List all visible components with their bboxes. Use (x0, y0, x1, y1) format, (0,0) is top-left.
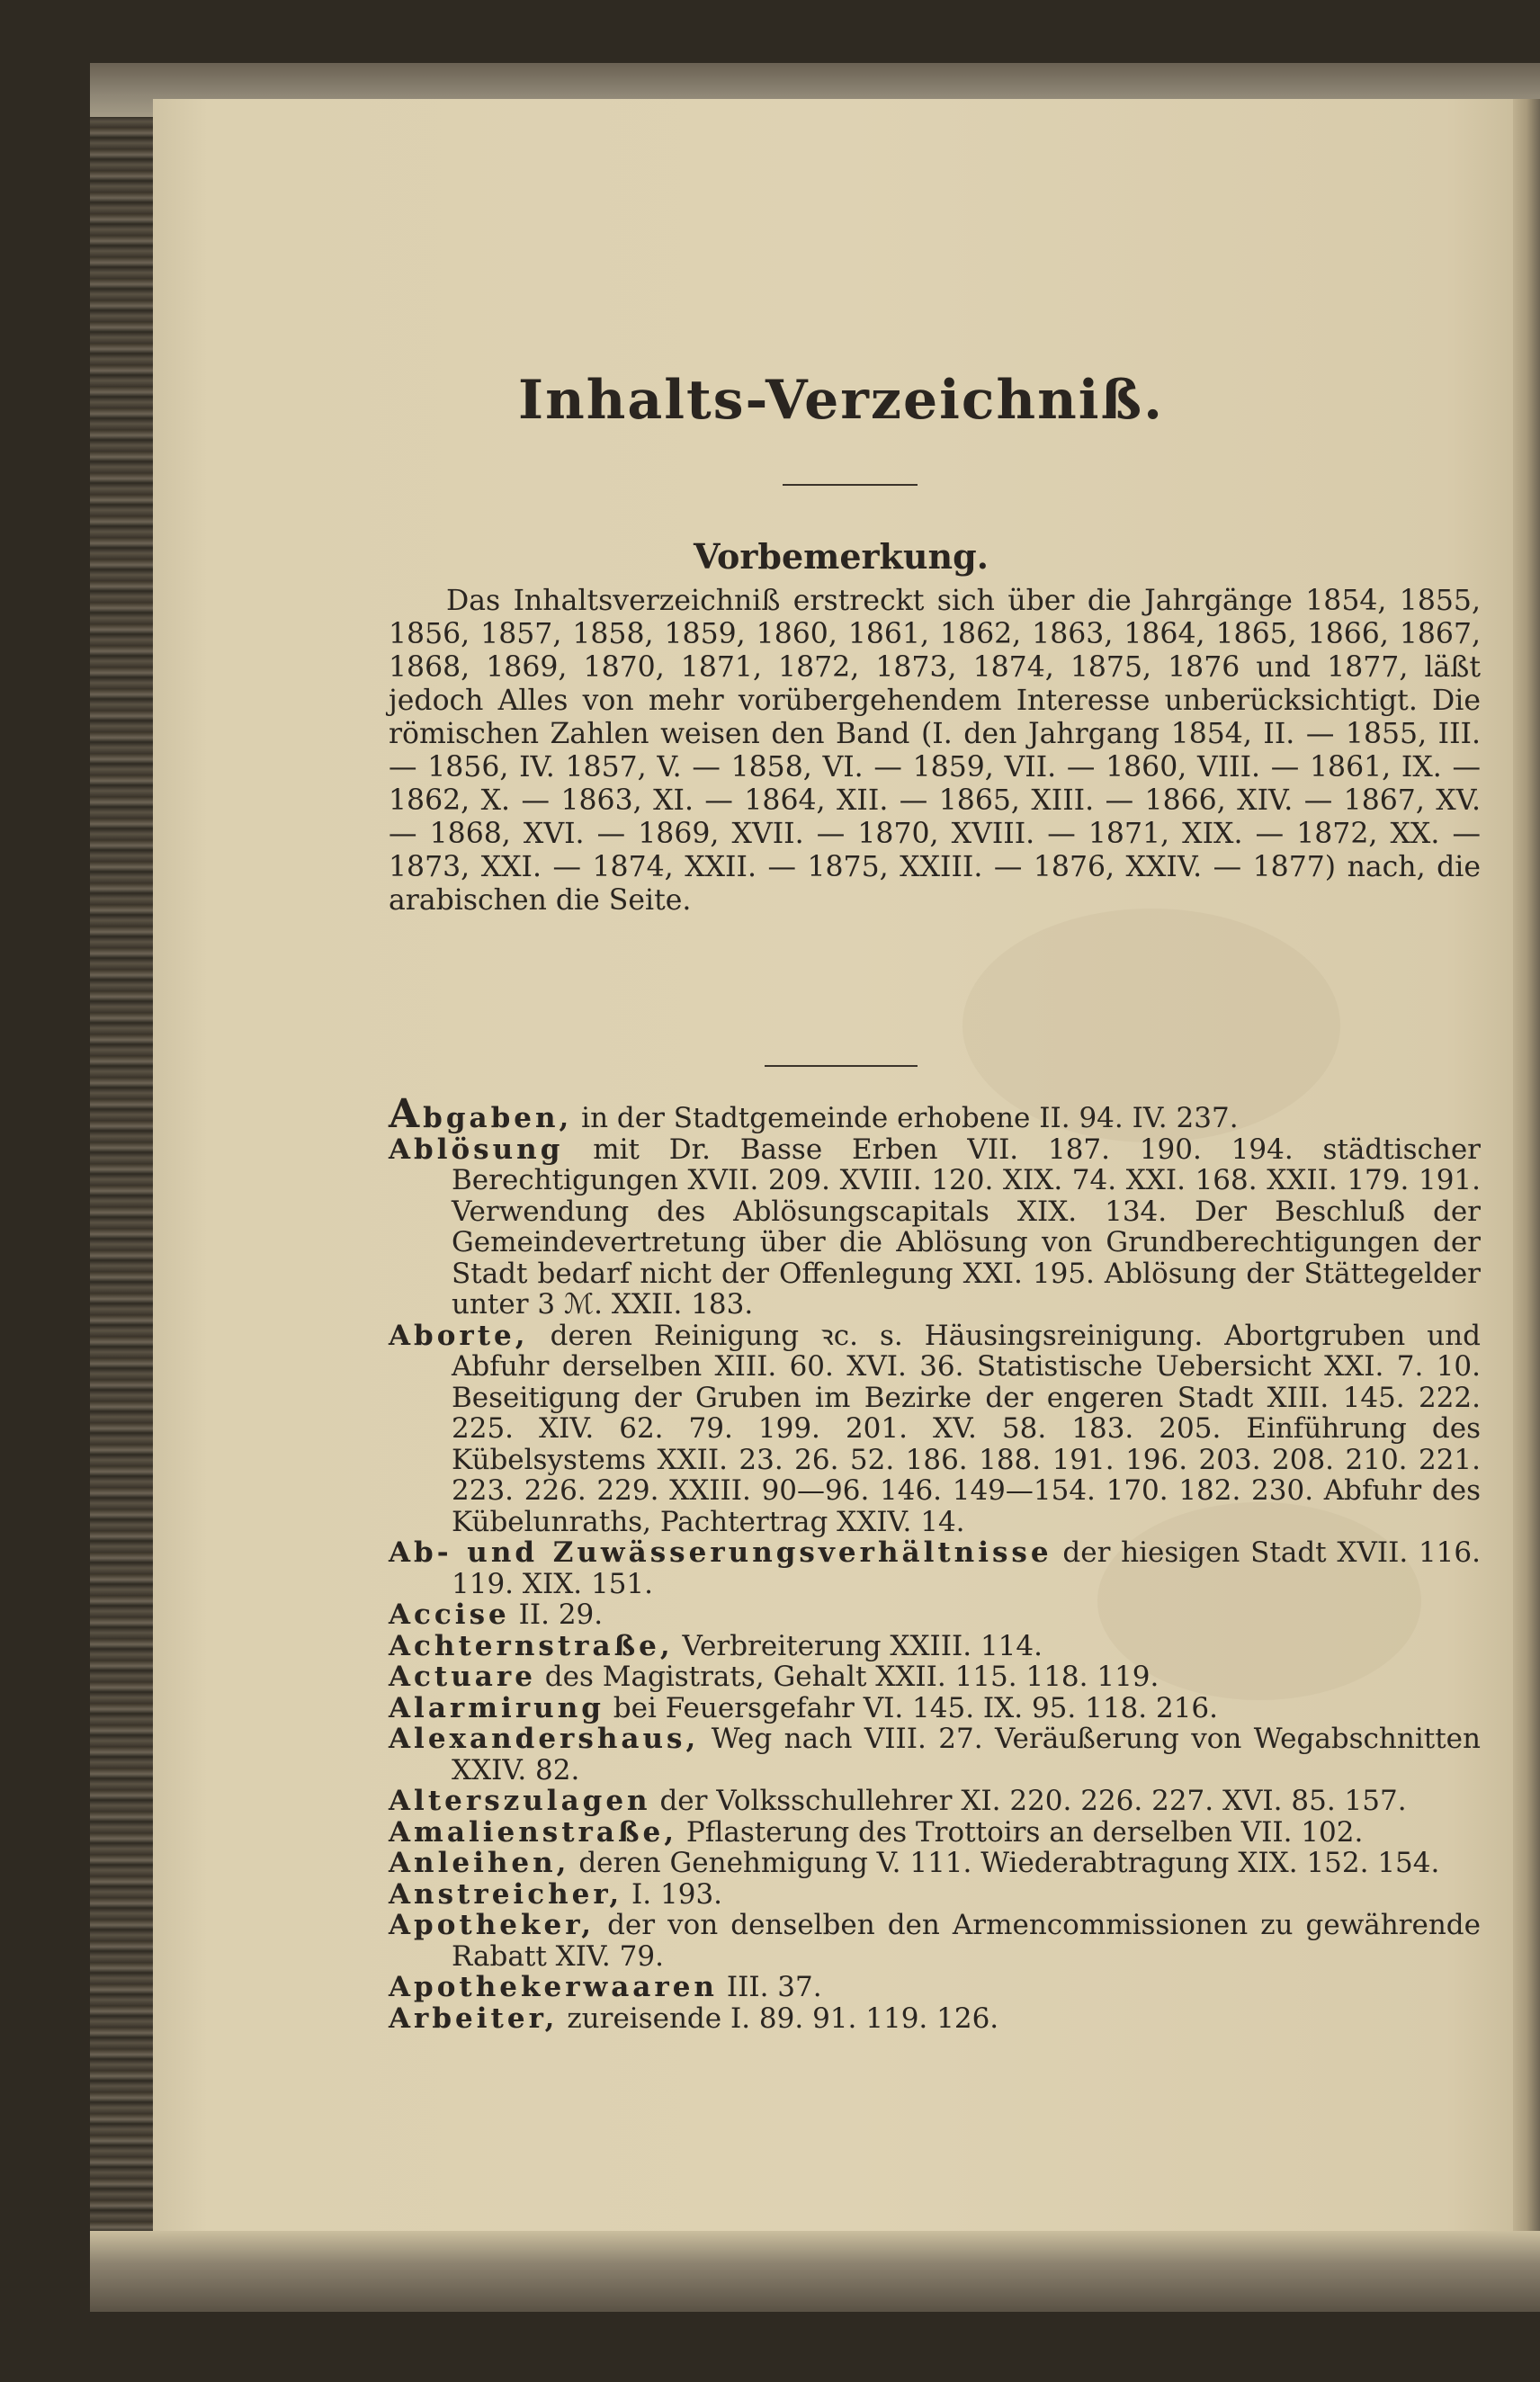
initial-letter: A (389, 1091, 424, 1137)
index-entry-text: zureisende I. 89. 91. 119. 126. (558, 2001, 999, 2035)
index-entry (389, 1910, 1481, 1972)
index-entry-text: der von denselben den Armencommissionen zu gewährende Rabatt XIV. 79. (452, 1909, 1481, 1973)
page-right-edge (1513, 99, 1540, 2258)
index-entry (389, 1972, 1481, 2003)
index-entry-keyword: Arbeiter, (389, 2001, 559, 2035)
index-entry (389, 1786, 1481, 1817)
index-entry-keyword: Alarmirung (389, 1691, 604, 1724)
index-entry-text: I. 193. (622, 1877, 723, 1911)
heading-divider (783, 484, 918, 486)
index-entry-keyword: Apotheker, (389, 1909, 595, 1941)
index-entry (389, 1693, 1481, 1724)
index-entry-keyword: Aborte, (389, 1319, 529, 1352)
index-entry-text: der hiesigen Stadt XVII. 116. 119. XIX. 151. (452, 1536, 1481, 1600)
index-entry-text: deren Genehmigung V. 111. Wiederabtragung XIX. 152. 154. (569, 1847, 1440, 1879)
index-entries (389, 1091, 1481, 2035)
index-entry-text: Pflasterung des Trottoirs an derselben VII. 102. (677, 1815, 1364, 1849)
index-entry-keyword: Alterszulagen (389, 1785, 651, 1817)
index-entry-text: III. 37. (717, 1971, 822, 2003)
index-entry (389, 1724, 1481, 1786)
index-entry (389, 1631, 1481, 1662)
index-entry (389, 1661, 1481, 1693)
index-entry-text: bei Feuersgefahr VI. 145. IX. 95. 118. 216. (604, 1691, 1219, 1724)
index-entry (389, 1848, 1481, 1879)
index-entry-keyword: Apothekerwaaren (389, 1971, 718, 2003)
index-entry-keyword: Anleihen, (389, 1847, 570, 1879)
index-entry-keyword: Alexandershaus, (389, 1723, 700, 1755)
index-entry-keyword: Anstreicher, (389, 1877, 623, 1911)
index-entry-text: mit Dr. Basse Erben VII. 187. 190. 194. städtischer Berechtigungen XVII. 209. XVIII. 120. XIX. 74. XXI. 168. XXII. 179. 191. Verwendung des Ablösungscapitals XIX. 134. Der Beschluß der Gemeindevertretung über die Ablösung von Grundberechtigungen der Stadt bedarf nicht der Offenlegung XXI. 195. Ablösung der Stättegelder unter 3 ℳ. XXII. 183. (452, 1133, 1481, 1321)
index-entry-keyword: Accise (389, 1598, 510, 1631)
index-entry (389, 1537, 1481, 1599)
index-entry (389, 2003, 1481, 2035)
index-entry-text: der Volksschullehrer XI. 220. 226. 227. XVI. 85. 157. (650, 1785, 1407, 1817)
preface-heading: Vorbemerkung. (694, 536, 989, 577)
index-entry-keyword: Amalienstraße, (389, 1815, 678, 1849)
index-entry-text: des Magistrats, Gehalt XXII. 115. 118. 119. (535, 1661, 1159, 1693)
book-cover-spine (90, 63, 162, 2276)
preface-text: Das Inhaltsverzeichniß erstreckt sich über die Jahrgänge 1854, 1855, 1856, 1857, 1858, 1859, 1860, 1861, 1862, 1863, 1864, 1865, 1866, 1867, 1868, 1869, 1870, 1871, 1872, 1873, 1874, 1875, 1876 und 1877, läßt jedoch Alles von mehr vorübergehendem Interesse unberücksichtigt. Die römischen Zahlen weisen den Band (I. den Jahrgang 1854, II. — 1855, III. — 1856, IV. 1857, V. — 1858, VI. — 1859, VII. — 1860, VIII. — 1861, IX. — 1862, X. — 1863, XI. — 1864, XII. — 1865, XIII. — 1866, XIV. — 1867, XV. — 1868, XVI. — 1869, XVII. — 1870, XVIII. — 1871, XIX. — 1872, XX. — 1873, XXI. — 1874, XXII. — 1875, XXIII. — 1876, XXIV. — 1877) nach, die arabischen die Seite. (389, 585, 1481, 917)
preface-divider (765, 1065, 918, 1067)
index-entry (389, 1134, 1481, 1321)
index-entry-keyword: Ablösung (389, 1133, 564, 1166)
book-page (153, 99, 1529, 2258)
index-entry-text: Verbreiterung XXIII. 114. (673, 1629, 1043, 1662)
index-entry-text: II. 29. (509, 1598, 604, 1631)
index-entry-keyword: Achternstraße, (389, 1629, 674, 1662)
index-entry (389, 1321, 1481, 1538)
index-entry-keyword: Actuare (389, 1661, 536, 1693)
index-entry-text: deren Reinigung ꝛc. s. Häusingsreinigung. Abortgruben und Abfuhr derselben XIII. 60. XVI. 36. Statistische Uebersicht XXI. 7. 10. Beseitigung der Gruben im Bezirke der engeren Stadt XIII. 145. 222. 225. XIV. 62. 79. 199. 201. XV. 58. 183. 205. Einführung des Kübelsystems XXII. 23. 26. 52. 186. 188. 191. 196. 203. 208. 210. 221. 223. 226. 229. XXIII. 90—96. 146. 149—154. 170. 182. 230. Abfuhr des Kübelunraths, Pachtertrag XXIV. 14. (452, 1319, 1481, 1538)
index-entry-text: Weg nach VIII. 27. Veräußerung von Wegabschnitten XXIV. 82. (452, 1723, 1481, 1786)
index-entry (389, 1091, 1481, 1137)
index-entry-keyword: Ab- und Zuwässerungsverhältnisse (389, 1536, 1052, 1569)
index-entry (389, 1817, 1481, 1849)
index-entry-text: in der Stadtgemeinde erhobene II. 94. IV. 237. (572, 1102, 1239, 1134)
index-entry (389, 1599, 1481, 1631)
page-heading: Inhalts-Verzeichniß. (518, 369, 1164, 432)
book-cover-bottom-edge (90, 2231, 1540, 2312)
index-entry (389, 1879, 1481, 1911)
index-entry-keyword: bgaben, (423, 1102, 573, 1134)
